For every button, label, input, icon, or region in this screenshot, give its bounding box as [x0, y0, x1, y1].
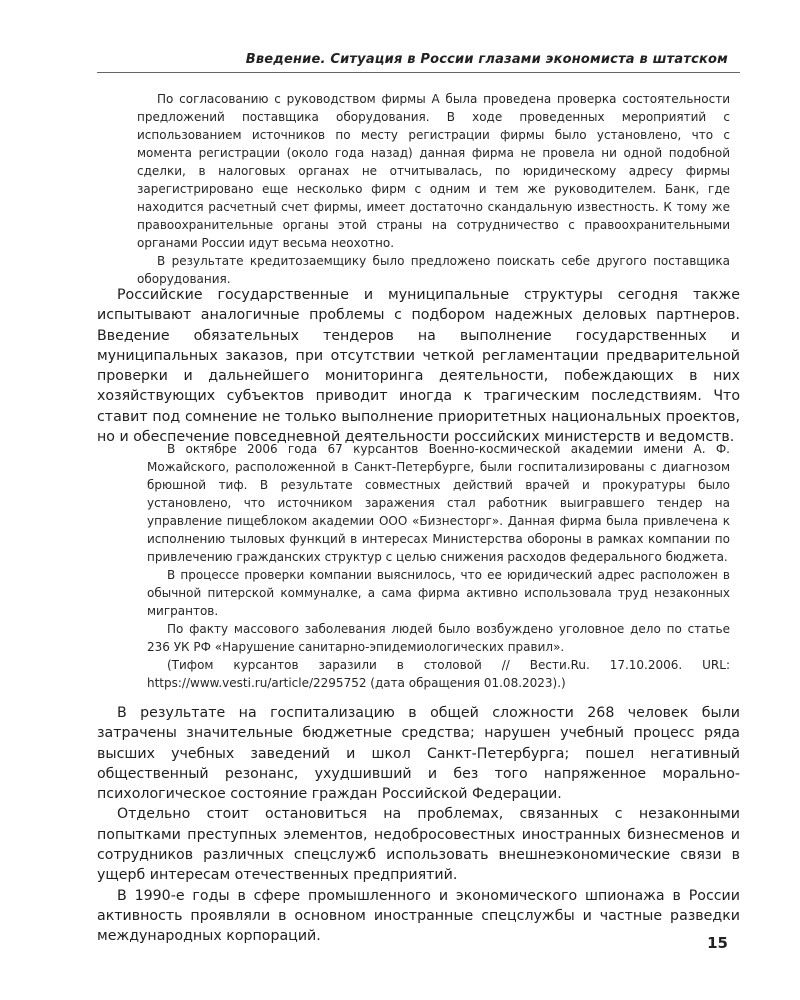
box-paragraph: В результате кредитозаемщику было предложено поискать себе другого поставщика оборудования. [137, 254, 730, 286]
box-citation: (Тифом курсантов заразили в столовой // Вести.Ru. 17.10.2006. URL: https://www.vesti.ru/article/2295752 (дата обращения 01.08.2023).) [147, 658, 730, 690]
body-text-section-1 [97, 285, 740, 447]
body-paragraph: В 1990-е годы в сфере промышленного и экономического шпионажа в России активность проявляли в основном иностранные спецслужбы и частные разведки международных корпораций. [97, 887, 740, 945]
body-paragraph: В результате на госпитализацию в общей сложности 268 человек были затрачены значительные бюджетные средства; нарушен учебный процесс ряда высших учебных заведений и школ Санкт-Петербурга; пошел негативный общественный резонанс, ухудшивший и без того напряженное морально-психологическое состояние граждан Российской Федерации. [97, 705, 740, 803]
running-title: Введение. Ситуация в России глазами экономиста в штатском [245, 52, 728, 67]
running-header [97, 50, 740, 73]
example-box-supplier-check [137, 90, 730, 288]
example-box-academy-case [147, 440, 730, 692]
box-paragraph: По факту массового заболевания людей было возбуждено уголовное дело по статье 236 УК РФ «Нарушение санитарно-эпидемиологических правил». [147, 622, 730, 654]
body-paragraph: Российские государственные и муниципальные структуры сегодня также испытывают аналогичные проблемы с подбором надежных деловых партнеров. Введение обязательных тендеров на выполнение государственных и муниципальных заказов, при отсутствии четкой регламентации предварительной проверки и дальнейшего мониторинга деятельности, побеждающих в них хозяйствующих субъектов приводит иногда к трагическим последствиям. Что ставит под сомнение не только выполнение приоритетных национальных проектов, но и обеспечение повседневной деятельности российских министерств и ведомств. [97, 287, 740, 446]
body-text-section-2 [97, 703, 740, 947]
box-paragraph: В процессе проверки компании выяснилось, что ее юридический адрес расположен в обычной питерской коммуналке, а сама фирма активно использовала труд незаконных мигрантов. [147, 568, 730, 618]
page-number: 15 [707, 934, 728, 952]
box-paragraph: По согласованию с руководством фирмы А была проведена проверка состоятельности предложений поставщика оборудования. В ходе проведенных мероприятий с использованием источников по месту регистрации фирмы было установлено, что с момента регистрации (около года назад) данная фирма не провела ни одной подобной сделки, в налоговых органах не отчитывалась, по юридическому адресу фирмы зарегистрировано еще несколько фирм с одним и тем же руководителем. Банк, где находится расчетный счет фирмы, имеет достаточно скандальную известность. К тому же правоохранительные органы этой страны на сотрудничество с правоохранительными органами России идут весьма неохотно. [137, 92, 730, 250]
box-paragraph: В октябре 2006 года 67 курсантов Военно-космической академии имени А. Ф. Можайского, расположенной в Санкт-Петербурге, были госпитализированы с диагнозом брюшной тиф. В результате совместных действий врачей и прокуратуры было установлено, что источником заражения стал работник выигравшего тендер на управление пищеблоком академии ООО «Бизнесторг». Данная фирма была привлечена к исполнению тыловых функций в интересах Министерства обороны в рамках компании по привлечению гражданских структур с целью снижения расходов федерального бюджета. [147, 442, 730, 564]
body-paragraph: Отдельно стоит остановиться на проблемах, связанных с незаконными попытками преступных элементов, недобросовестных иностранных бизнесменов и сотрудников различных спецслужб использовать внешнеэкономические связи в ущерб интересам отечественных предприятий. [97, 806, 740, 884]
